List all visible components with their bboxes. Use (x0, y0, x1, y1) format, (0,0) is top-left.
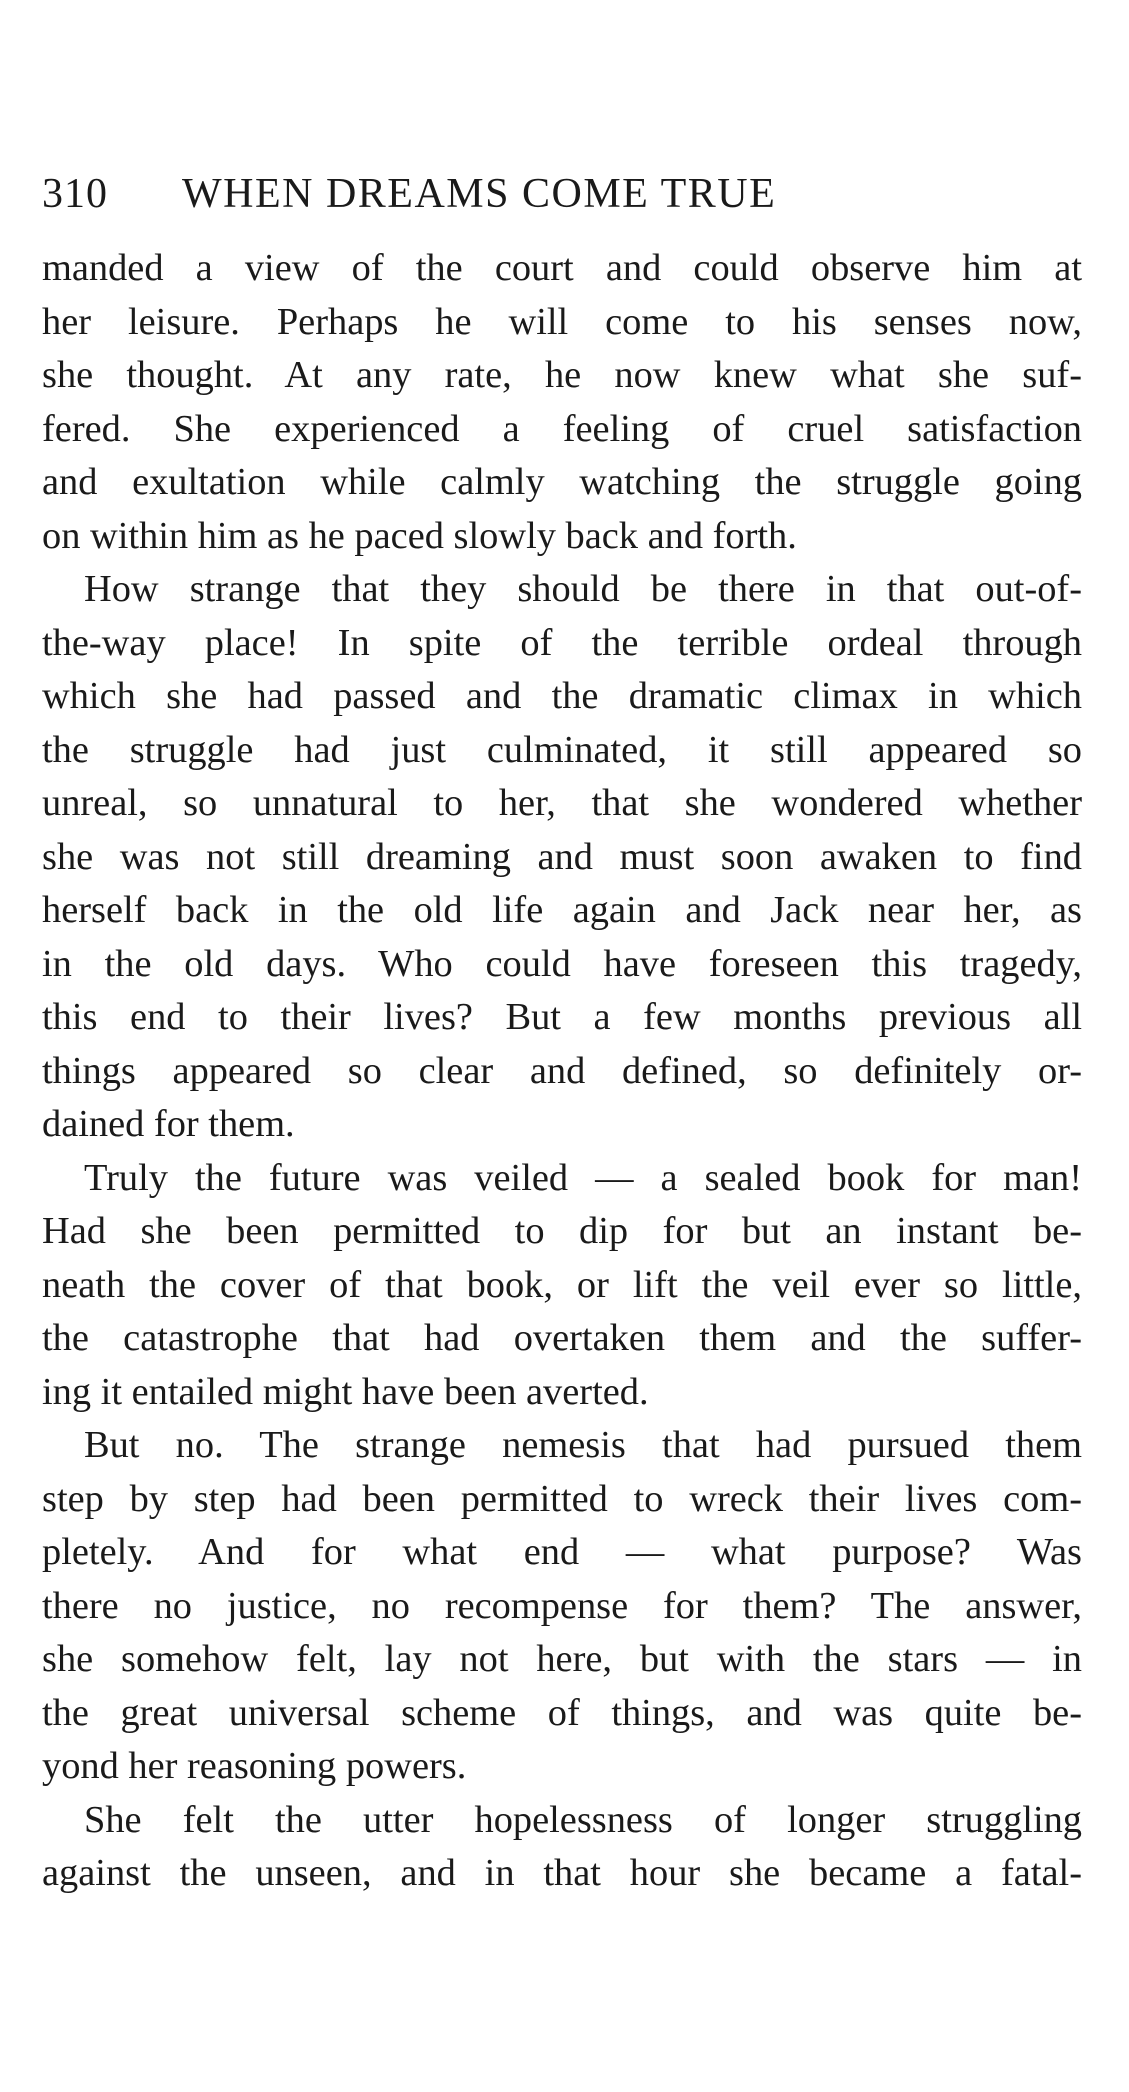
text-line: herself back in the old life again and Jack near her, as (42, 889, 1082, 931)
text-line: neath the cover of that book, or lift the veil ever so little, (42, 1263, 1082, 1306)
text-line: in the old days. Who could have foreseen this tragedy, (42, 942, 1082, 985)
text-line: Truly the future was veiled — a sealed book for man! (84, 1156, 1082, 1199)
paragraph (42, 563, 1082, 1152)
text-line: dained for them. (42, 1103, 295, 1145)
text-line: which she had passed and the dramatic climax in which (42, 675, 1082, 717)
text-line: she was not still dreaming and must soon awaken to find (42, 835, 1082, 878)
text-line: the great universal scheme of things, and was quite be- (42, 1691, 1082, 1734)
page-number: 310 (42, 171, 108, 217)
text-line: the catastrophe that had overtaken them and the suffer- (42, 1317, 1082, 1359)
paragraph (42, 242, 1082, 563)
text-line: step by step had been permitted to wreck their lives com- (42, 1477, 1082, 1520)
paragraph (42, 1794, 1082, 1901)
text-line: she somehow felt, lay not here, but with the stars — in (42, 1638, 1082, 1680)
text-line: fered. She experienced a feeling of cruel satisfaction (42, 407, 1082, 450)
text-line: But no. The strange nemesis that had pursued them (84, 1424, 1082, 1466)
book-page (42, 170, 1082, 1901)
text-line: there no justice, no recompense for them? The answer, (42, 1584, 1082, 1627)
running-title: WHEN DREAMS COME TRUE (182, 171, 777, 217)
text-line: How strange that they should be there in that out-of- (84, 568, 1082, 610)
text-line: unreal, so unnatural to her, that she wondered whether (42, 782, 1082, 824)
text-line: and exultation while calmly watching the struggle going (42, 461, 1082, 503)
text-line: on within him as he paced slowly back and forth. (42, 514, 797, 557)
text-line: manded a view of the court and could observe him at (42, 247, 1082, 289)
text-line: pletely. And for what end — what purpose? Was (42, 1531, 1082, 1573)
body-text (42, 242, 1082, 1901)
paragraph (42, 1419, 1082, 1794)
paragraph (42, 1152, 1082, 1420)
text-line: the struggle had just culminated, it still appeared so (42, 728, 1082, 771)
text-line: this end to their lives? But a few months previous all (42, 996, 1082, 1038)
text-line: yond her reasoning powers. (42, 1745, 467, 1787)
text-line: her leisure. Perhaps he will come to his senses now, (42, 300, 1082, 343)
running-head (42, 170, 1082, 218)
text-line: She felt the utter hopelessness of longer struggling (84, 1798, 1082, 1841)
text-line: she thought. At any rate, he now knew what she suf- (42, 354, 1082, 396)
text-line: things appeared so clear and defined, so definitely or- (42, 1049, 1082, 1092)
text-line: Had she been permitted to dip for but an instant be- (42, 1210, 1082, 1252)
text-line: the-way place! In spite of the terrible ordeal through (42, 621, 1082, 664)
text-line: against the unseen, and in that hour she became a fatal- (42, 1852, 1082, 1894)
text-line: ing it entailed might have been averted. (42, 1370, 649, 1413)
